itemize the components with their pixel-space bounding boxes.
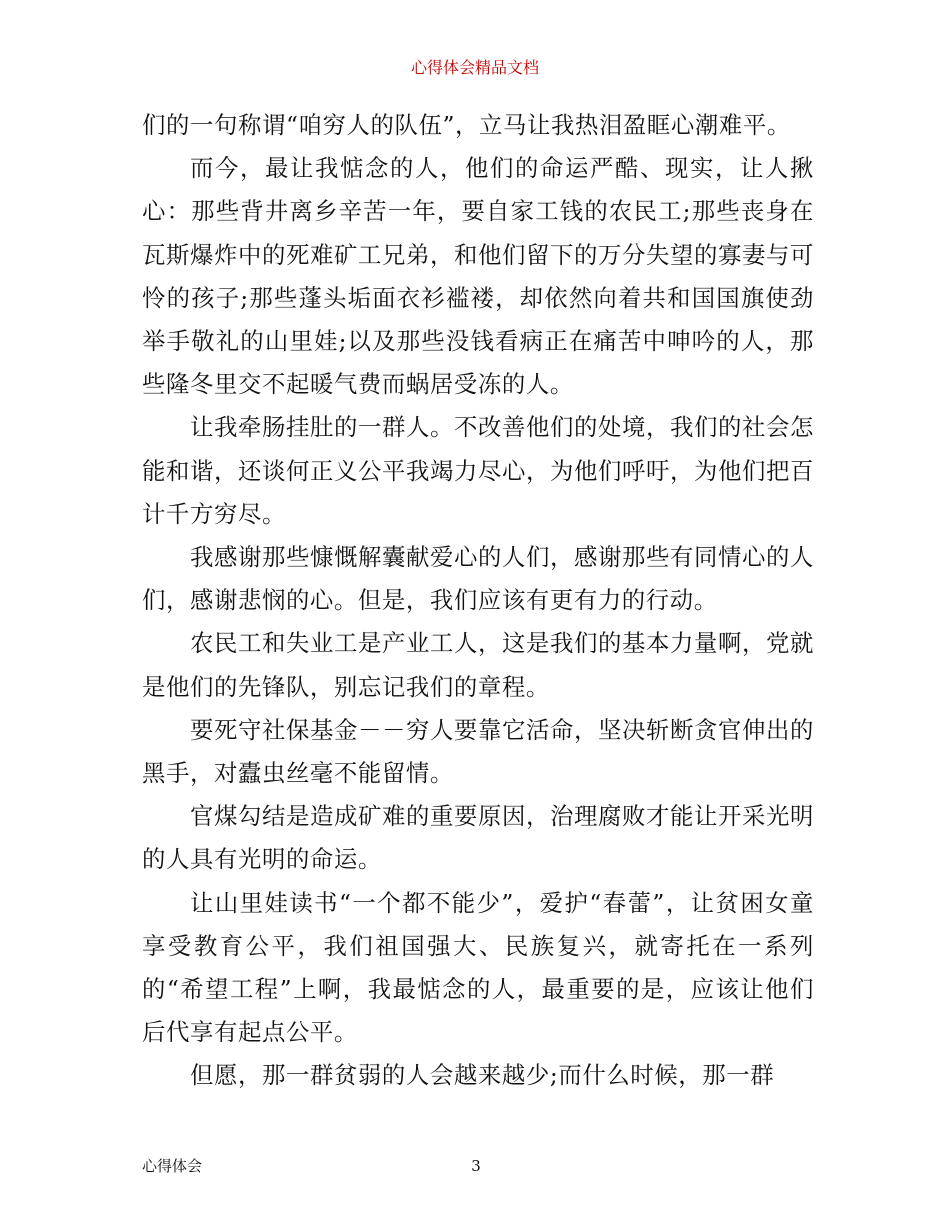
paragraph: 让我牵肠挂肚的一群人。不改善他们的处境，我们的社会怎能和谐，还谈何正义公平我竭力尽心，为他们呼吁，为他们把百计千方穷尽。: [142, 413, 814, 528]
paragraph: 农民工和失业工是产业工人，这是我们的基本力量啊，党就是他们的先锋队，别忘记我们的章程。: [142, 629, 814, 701]
paragraph: 官煤勾结是造成矿难的重要原因，治理腐败才能让开采光明的人具有光明的命运。: [142, 802, 814, 874]
paragraph: 我感谢那些慷慨解囊献爱心的人们，感谢那些有同情心的人们，感谢悲悯的心。但是，我们应该有更有力的行动。: [142, 543, 814, 615]
footer-label: 心得体会: [142, 1157, 203, 1175]
paragraph: 们的一句称谓“咱穷人的队伍”，立马让我热泪盈眶心潮难平。: [142, 111, 791, 139]
paragraph: 但愿，那一群贫弱的人会越来越少;而什么时候，那一群: [190, 1061, 775, 1090]
paragraph: 而今，最让我惦念的人，他们的命运严酷、现实，让人揪心：那些背井离乡辛苦一年，要自家工钱的农民工;那些丧身在瓦斯爆炸中的死难矿工兄弟，和他们留下的万分失望的寡妻与可怜的孩子;那些蓬头垢面衣衫褴褛，却依然向着共和国国旗使劲举手敬礼的山里娃;以及那些没钱看病正在痛苦中呻吟的人，那些隆冬里交不起暖气费而蜗居受冻的人。: [142, 154, 814, 399]
document-body: [142, 104, 814, 1098]
document-header-title: 心得体会精品文档: [410, 58, 539, 77]
page-number: 3: [471, 1157, 481, 1175]
paragraph: 要死守社保基金－－穷人要靠它活命，坚决斩断贪官伸出的黑手，对蠹虫丝毫不能留情。: [142, 715, 814, 788]
paragraph: 让山里娃读书“一个都不能少”，爱护“春蕾”，让贫困女童享受教育公平，我们祖国强大、民族复兴，就寄托在一系列的“希望工程”上啊，我最惦念的人，最重要的是，应该让他们后代享有起点公平。: [142, 888, 814, 1047]
